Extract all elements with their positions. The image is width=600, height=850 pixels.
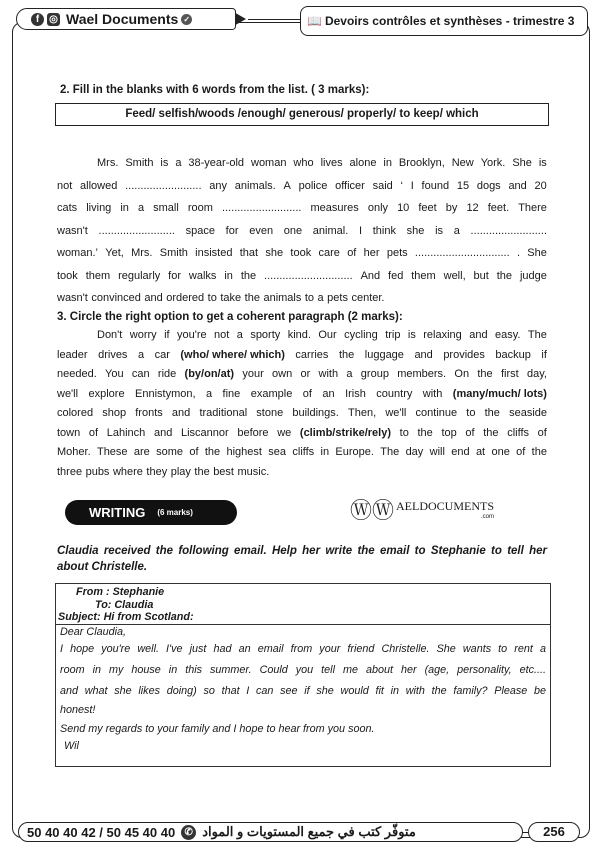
brand-pill [16, 8, 236, 30]
word: top [441, 426, 457, 439]
word: some [156, 446, 184, 458]
writing-instruction: Claudia received the following email. Help her write the email to Stephanie to tell her about Christelle. [57, 545, 547, 573]
word: pets [386, 247, 408, 259]
word: with [318, 368, 339, 380]
word: room [187, 202, 213, 214]
word: care [318, 247, 340, 259]
word: country [376, 387, 413, 400]
option-group: (many/much/ lots) [452, 387, 547, 400]
word: I [358, 224, 363, 237]
word: the [240, 269, 257, 282]
word: we [277, 426, 292, 439]
writing-marks: (6 marks) [157, 508, 193, 517]
word: a [317, 292, 324, 304]
logo-text: AELDOCUMENTS [396, 499, 495, 513]
word: and [144, 292, 163, 304]
word: Mrs. [131, 247, 153, 259]
word: of [537, 426, 547, 439]
word: A [283, 179, 291, 192]
word: is [160, 157, 169, 169]
page-number: 256 [528, 822, 580, 842]
word: There [518, 202, 547, 214]
fill-blanks-paragraph [57, 152, 547, 310]
paragraph-line [57, 152, 547, 175]
word: the [194, 465, 210, 478]
word: before [237, 426, 269, 439]
word: is [538, 157, 547, 169]
word: Smith [125, 157, 154, 169]
paragraph-line [57, 220, 547, 243]
word: York. [480, 157, 506, 169]
instagram-icon: ◎ [47, 13, 60, 26]
word: your [242, 368, 264, 380]
word: animals [263, 292, 302, 304]
word: for [225, 224, 239, 237]
word: one [491, 446, 510, 458]
word: Mrs. [97, 157, 119, 169]
word: highest [226, 446, 262, 458]
word: woman [251, 157, 287, 169]
word: 12 [466, 202, 479, 214]
word: them [411, 269, 436, 282]
word: 15 [456, 179, 470, 192]
word: Brooklyn, [398, 157, 445, 169]
word: The [527, 329, 547, 341]
logo-sub: .com [481, 514, 495, 520]
word: the [417, 426, 433, 439]
option-group: (by/on/at) [184, 368, 235, 380]
word: Moher. [57, 446, 91, 458]
word: of [189, 446, 199, 458]
word: 10 [397, 202, 410, 214]
word: took [290, 247, 312, 259]
word: carries [295, 348, 329, 361]
word: She [527, 247, 547, 259]
word-list-box: Feed/ selfish/woods /enough/ generous/ properly/ to keep/ which [55, 103, 549, 126]
q3-title: 3. Circle the right option to get a coherent paragraph (2 marks): [57, 311, 403, 323]
word: sea [268, 446, 287, 458]
word: seaside [509, 407, 547, 419]
email-box [55, 583, 551, 767]
word: a [175, 157, 182, 169]
q2-title: 2. Fill in the blanks with 6 words from the list. ( 3 marks): [60, 84, 370, 96]
brand-name: Wael Documents [66, 11, 179, 27]
word: insisted [195, 247, 233, 259]
paragraph-line [57, 242, 547, 265]
word: that [239, 247, 259, 259]
word: one [283, 224, 303, 237]
paragraph-line [57, 404, 547, 424]
word: provides [443, 348, 485, 361]
word: best [213, 465, 234, 478]
email-signature: Wil [64, 739, 79, 752]
word: and [469, 329, 488, 341]
word: the [204, 446, 221, 458]
word: Ennistymon, [135, 387, 196, 400]
word: a [346, 368, 353, 380]
word: the [484, 407, 500, 419]
word: The [380, 446, 400, 458]
word: Don't [97, 329, 123, 341]
word: Our [318, 329, 337, 341]
email-from: From : Stephanie [76, 586, 165, 598]
word: are [133, 446, 150, 458]
paragraph-line [57, 346, 547, 366]
word: drives [98, 348, 128, 361]
word: pubs [85, 465, 110, 478]
email-body-line: honest! [60, 703, 96, 716]
word: Liscannor [180, 426, 229, 439]
word: the [496, 269, 513, 282]
word: with [422, 387, 443, 400]
word: ......................... [125, 179, 202, 192]
word: stone [256, 407, 284, 419]
email-to: To: Claudia [95, 598, 154, 611]
verified-icon: ✓ [181, 14, 192, 25]
word: feet [418, 202, 437, 214]
word: own [272, 368, 293, 380]
word: to [207, 292, 217, 304]
word: officer [335, 179, 365, 192]
email-body-line: room in my house in this summer. Could you tell me about her (age, personality, etc.... [60, 663, 546, 676]
word: in [224, 269, 233, 282]
word: feet. [487, 202, 510, 214]
word: or [300, 368, 311, 380]
word: think [372, 224, 396, 237]
word: buildings. [292, 407, 339, 419]
word: town [57, 426, 81, 439]
word: members. [397, 368, 447, 380]
word: animal. [312, 224, 349, 237]
word: colored [57, 407, 94, 419]
word: to [304, 292, 315, 304]
word: And [360, 269, 381, 282]
option-group: (climb/strike/rely) [299, 426, 391, 439]
word: trip [385, 329, 401, 341]
footer-phones: 50 40 40 42 / 50 45 40 40 [27, 824, 176, 840]
word: worry [129, 329, 157, 341]
word: fed [388, 269, 404, 282]
word: Lahinch [106, 426, 146, 439]
word: first [500, 368, 519, 380]
word: ordered [166, 292, 205, 304]
word: traditional [199, 407, 248, 419]
word: a [205, 387, 213, 400]
word: . [516, 247, 521, 259]
email-body-line: and what she likes doing) so that I can see if she would fit in with the family? Please be [60, 684, 546, 697]
word: any [209, 179, 228, 192]
word: a [137, 348, 145, 361]
word: of [302, 387, 312, 400]
header-connector [248, 19, 304, 20]
word: and [414, 348, 433, 361]
word: ......................... [470, 224, 547, 237]
word: of [347, 247, 357, 259]
word: On [454, 368, 470, 380]
circle-option-paragraph [57, 326, 547, 482]
paragraph-line [57, 424, 547, 444]
word: car [154, 348, 170, 361]
word: play [170, 465, 191, 478]
word: of [88, 426, 99, 439]
word: allowed [80, 179, 118, 192]
header-subtitle-box [300, 6, 588, 36]
email-subject: Subject: Hi from Scotland: [58, 611, 194, 623]
word: will [429, 446, 445, 458]
word: the [531, 446, 547, 458]
paragraph-line [57, 265, 547, 288]
word: living [86, 202, 112, 214]
word: the [244, 292, 260, 304]
paragraph-line [57, 197, 547, 220]
word: wasn't [57, 224, 88, 237]
paragraph-line [57, 463, 547, 483]
word: She [512, 157, 532, 169]
facebook-icon: f [31, 13, 44, 26]
word: a [236, 329, 243, 341]
word: pets [327, 292, 348, 304]
word: day [405, 446, 424, 458]
word: Europe. [335, 446, 374, 458]
word: she [406, 224, 425, 237]
word: they [146, 465, 168, 478]
word: a [453, 224, 460, 237]
word: cliffs [507, 426, 530, 439]
word: backup [495, 348, 531, 361]
logo-mark-icon: ⓌⓌ [350, 499, 395, 524]
word: explore [88, 387, 125, 400]
word: relaxing [423, 329, 462, 341]
word: ............................... [414, 247, 510, 259]
word: of [516, 446, 526, 458]
paragraph-line [57, 326, 547, 346]
word: woman.’ [57, 247, 98, 259]
word: music. [237, 465, 270, 478]
word: and [153, 426, 173, 439]
word: animals. [234, 179, 276, 192]
word: judge [519, 269, 547, 282]
footer-arabic: متوفّر كتب في جميع المستويات و المواد [202, 824, 416, 839]
word: These [96, 446, 128, 458]
word: and [171, 407, 191, 419]
word: ......................... [98, 224, 175, 237]
word: if [541, 348, 547, 361]
word: the [338, 348, 355, 361]
word: them [85, 269, 111, 282]
option-group: (who/ where/ which) [180, 348, 285, 361]
writing-section-badge [65, 500, 237, 525]
word: .......................... [221, 202, 302, 214]
word: alone [349, 157, 377, 169]
writing-label: WRITING [89, 505, 146, 520]
word: not [57, 179, 73, 192]
word: needed. [57, 368, 97, 380]
word: of [465, 426, 475, 439]
word: a [137, 202, 145, 214]
word: New [451, 157, 474, 169]
word: ............................. [264, 269, 353, 282]
word: fronts [135, 407, 163, 419]
word: cats [57, 202, 78, 214]
word: she [265, 247, 284, 259]
word: we'll [385, 407, 407, 419]
word: 20 [534, 179, 547, 192]
word: day, [526, 368, 547, 380]
phone-icon: ✆ [181, 825, 196, 840]
word: Yet, [105, 247, 124, 259]
footer-contact-pill [18, 822, 523, 842]
word: is [435, 224, 444, 237]
word: in [320, 446, 330, 458]
word: Smith [159, 247, 188, 259]
word: cycling [344, 329, 378, 341]
word: wasn't [57, 292, 88, 304]
word: easy. [495, 329, 521, 341]
word: at [475, 446, 486, 458]
word: an [322, 387, 335, 400]
word: convinced [91, 292, 141, 304]
word: the [483, 426, 499, 439]
email-greeting: Dear Claudia, [60, 625, 127, 638]
word: You [105, 368, 124, 380]
word: luggage [364, 348, 404, 361]
word: by [445, 202, 458, 214]
word: measures [310, 202, 359, 214]
paragraph-line [57, 365, 547, 385]
word: cliffs [292, 446, 315, 458]
word: example [250, 387, 293, 400]
paragraph-line [57, 385, 547, 405]
reader-icon: 📖 [307, 14, 322, 28]
word: kind. [287, 329, 311, 341]
word: if [164, 329, 170, 341]
word: her [363, 247, 380, 259]
word: even [249, 224, 274, 237]
word: Irish [345, 387, 366, 400]
word: group [360, 368, 389, 380]
word: I [410, 179, 414, 192]
word: to [466, 407, 476, 419]
word: regularly [118, 269, 161, 282]
word: ‘ [400, 179, 403, 192]
word: took [57, 269, 78, 282]
header-subtitle: Devoirs contrôles et synthèses - trimestre 3 [324, 14, 575, 28]
word: police [298, 179, 328, 192]
word: shop [102, 407, 127, 419]
word: who [293, 157, 314, 169]
word: sporty [250, 329, 281, 341]
word: space [185, 224, 215, 237]
paragraph-line [57, 175, 547, 198]
word: dogs [476, 179, 501, 192]
word: can [131, 368, 150, 380]
word: but [473, 269, 489, 282]
word: small [153, 202, 179, 214]
word: ride [157, 368, 177, 380]
word: only [367, 202, 389, 214]
word: found [421, 179, 450, 192]
word: three [57, 465, 83, 478]
wael-documents-logo [350, 494, 494, 525]
word: is [407, 329, 416, 341]
word: and [508, 179, 527, 192]
word: center. [351, 292, 385, 304]
word: lives [320, 157, 343, 169]
word: 38-year-old [188, 157, 245, 169]
word: well, [443, 269, 466, 282]
word: in [120, 202, 129, 214]
word: leader [57, 348, 88, 361]
word: fine [222, 387, 241, 400]
word: the [477, 368, 493, 380]
word: we'll [57, 387, 79, 400]
word: in [383, 157, 392, 169]
paragraph-line [57, 443, 547, 463]
word: to [399, 426, 409, 439]
email-body-line: I hope you're well. I've just had an email from your friend Christelle. She wants to rent a [60, 642, 546, 655]
word: for [168, 269, 182, 282]
word: said [372, 179, 393, 192]
word: where [112, 465, 143, 478]
paragraph-line [57, 287, 547, 310]
word: end [451, 446, 470, 458]
word: Then, [348, 407, 377, 419]
word: not [214, 329, 230, 341]
word: you're [177, 329, 207, 341]
word: continue [415, 407, 458, 419]
word: take [220, 292, 242, 304]
email-closing: Send my regards to your family and I hope to hear from you soon. [60, 722, 375, 735]
word: walks [188, 269, 217, 282]
